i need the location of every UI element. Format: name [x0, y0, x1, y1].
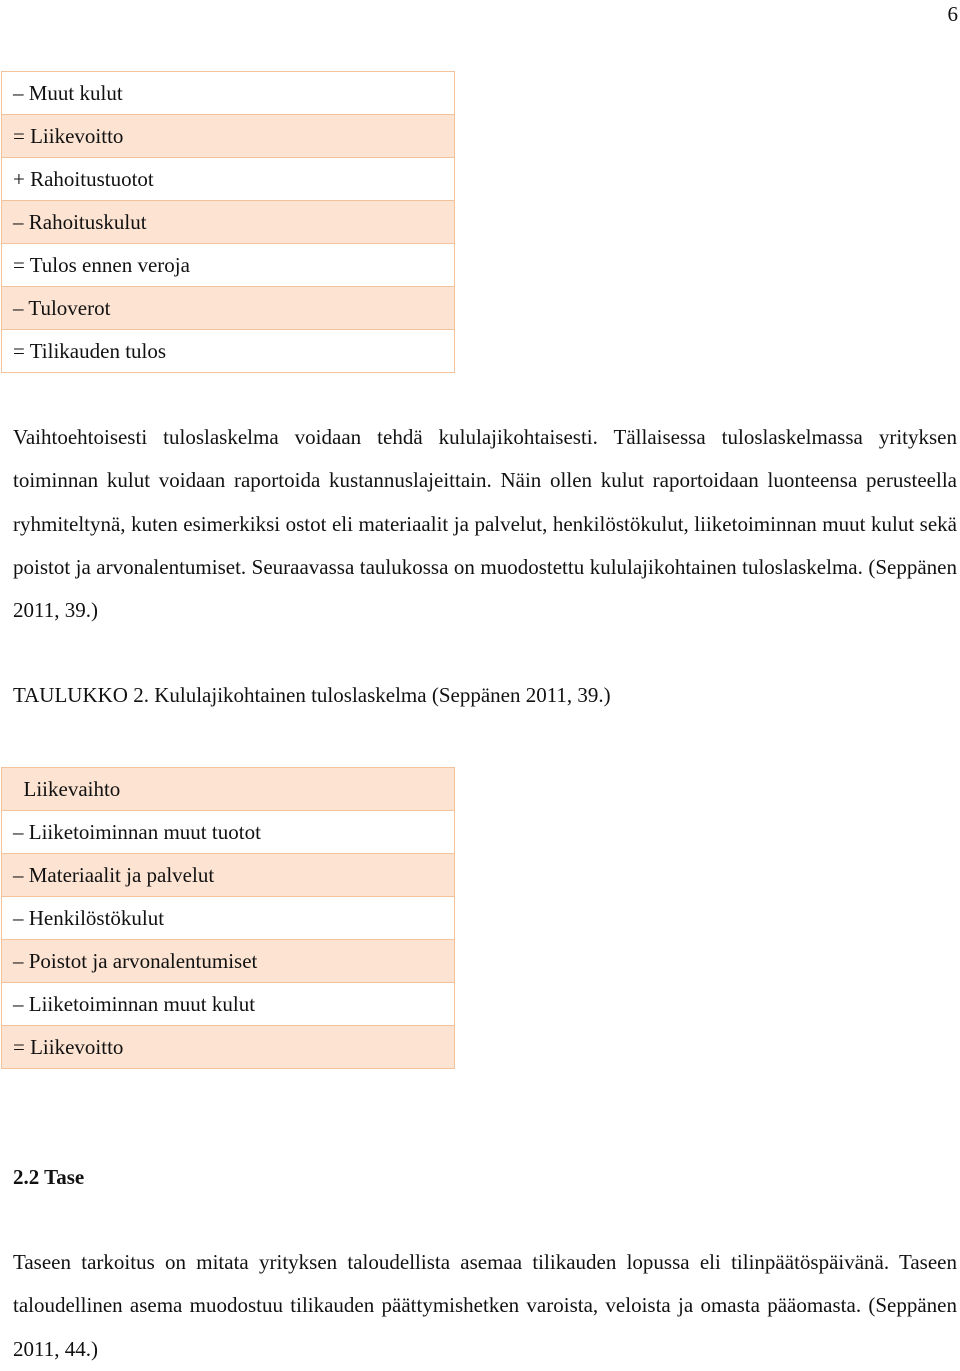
table-cell: – Materiaalit ja palvelut	[2, 854, 455, 897]
table-cell: – Liiketoiminnan muut kulut	[2, 983, 455, 1026]
table1-body	[2, 72, 455, 373]
table-row	[2, 158, 455, 201]
income-statement-table-end	[1, 71, 455, 373]
table-cell: – Liiketoiminnan muut tuotot	[2, 811, 455, 854]
table-row	[2, 72, 455, 115]
table2-body	[2, 768, 455, 1069]
table-cell: – Henkilöstökulut	[2, 897, 455, 940]
table-cell: – Poistot ja arvonalentumiset	[2, 940, 455, 983]
table-row	[2, 115, 455, 158]
table-cell: = Liikevoitto	[2, 115, 455, 158]
table-row	[2, 940, 455, 983]
table-caption: TAULUKKO 2. Kululajikohtainen tuloslaskelma (Seppänen 2011, 39.)	[13, 683, 611, 707]
table-row	[2, 1026, 455, 1069]
table-cell: – Muut kulut	[2, 72, 455, 115]
table-cell: – Rahoituskulut	[2, 201, 455, 244]
page-number: 6	[947, 2, 958, 26]
table-cell: – Tuloverot	[2, 287, 455, 330]
table-cell: Liikevaihto	[2, 768, 455, 811]
table-row	[2, 983, 455, 1026]
body-paragraph-expense-method: Vaihtoehtoisesti tuloslaskelma voidaan tehdä kululajikohtaisesti. Tällaisessa tuloslaskelmassa yrityksen toiminnan kulut voidaan raportoida kustannuslajeittain. Näin ollen kulut raportoidaan luonteensa perusteella ryhmiteltynä, kuten esimerkiksi ostot eli materiaalit ja palvelut, henkilöstökulut, liiketoiminnan muut kulut sekä poistot ja arvonalentumiset. Seuraavassa taulukossa on muodostettu kululajikohtainen tuloslaskelma. (Seppänen 2011, 39.)	[13, 425, 957, 623]
table-row	[2, 287, 455, 330]
table-row	[2, 811, 455, 854]
table-row	[2, 854, 455, 897]
table-row	[2, 768, 455, 811]
table-row	[2, 244, 455, 287]
section-heading: 2.2 Tase	[13, 1165, 85, 1189]
expense-type-income-statement-table	[1, 767, 455, 1069]
table-cell: = Tulos ennen veroja	[2, 244, 455, 287]
table-row	[2, 330, 455, 373]
table-cell: = Tilikauden tulos	[2, 330, 455, 373]
table-cell: = Liikevoitto	[2, 1026, 455, 1069]
body-paragraph-balance-sheet: Taseen tarkoitus on mitata yrityksen taloudellista asemaa tilikauden lopussa eli tilinpäätöspäivänä. Taseen taloudellinen asema muodostuu tilikauden päättymishetken varoista, veloista ja omasta pääomasta. (Seppänen 2011, 44.)	[13, 1250, 957, 1361]
table-row	[2, 897, 455, 940]
table-cell: + Rahoitustuotot	[2, 158, 455, 201]
table-row	[2, 201, 455, 244]
